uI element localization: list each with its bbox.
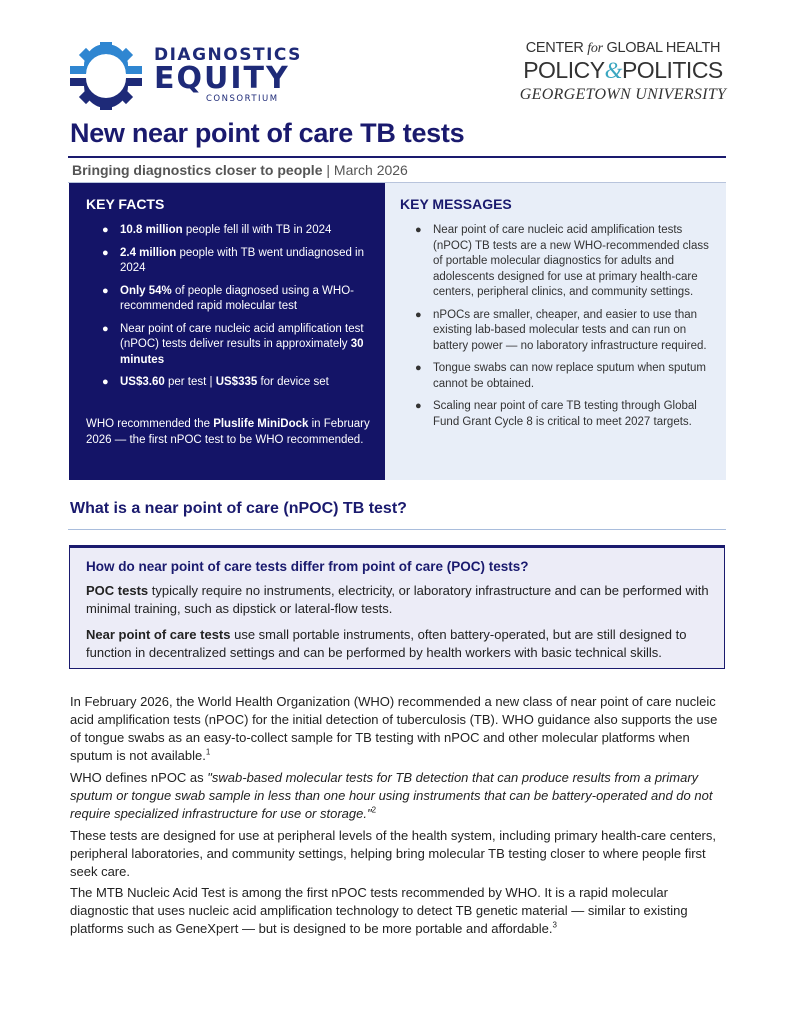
paragraph-text: The MTB Nucleic Acid Test is among the first nPOC tests recommended by WHO. It is a rapid molecular diagnostic that uses nucleic acid amplification technology to detect TB genetic material — similar to existing platforms such as GeneXpert — but is designed to be more portable and affordable. — [70, 885, 688, 936]
fact-text: of people diagnosed using a WHO-recommended rapid molecular test — [120, 284, 354, 312]
callout-term: POC tests — [86, 583, 149, 598]
bullet-icon: ● — [102, 322, 109, 335]
list-item — [102, 375, 372, 391]
footnote-ref: 2 — [371, 805, 377, 815]
logo-text: POLITICS — [621, 57, 723, 83]
title-divider — [68, 156, 726, 158]
subtitle-separator: | — [322, 162, 334, 178]
logo-text-for: for — [587, 41, 603, 56]
message-text: Near point of care nucleic acid amplification tests (nPOC) TB tests are a new WHO-recommended class of portable molecular diagnostics for adults and adolescents designed for use at primary health-care centers, peripheral clinics, and community settings. — [433, 224, 709, 298]
logo-line-equity: EQUITY — [154, 61, 290, 96]
logo-ampersand: & — [604, 58, 622, 83]
bullet-icon: ● — [102, 224, 109, 236]
fact-text: per test | — [164, 376, 216, 388]
page-title: New near point of care TB tests — [70, 118, 465, 148]
diagnostics-equity-consortium-logo — [70, 40, 310, 110]
list-item — [415, 399, 715, 430]
list-item — [102, 284, 372, 315]
body-paragraph — [70, 884, 730, 938]
body-paragraph — [70, 693, 730, 765]
bullet-icon: ● — [415, 400, 422, 412]
bullet-icon: ● — [415, 362, 422, 374]
georgetown-cghpp-logo — [518, 40, 728, 106]
fact-text: Near point of care nucleic acid amplification test (nPOC) tests deliver results in approximately — [120, 322, 364, 350]
key-messages-box — [385, 183, 726, 480]
callout-text: typically require no instruments, electricity, or laboratory infrastructure and can be performed with minimal training, such as dipstick or lateral-flow tests. — [86, 583, 709, 616]
key-facts-list — [102, 223, 372, 398]
bullet-icon: ● — [415, 224, 422, 236]
key-facts-heading: KEY FACTS — [86, 196, 165, 212]
body-paragraph — [70, 827, 730, 881]
note-text: in February 2026 — the first nPOC test to be WHO recommended. — [86, 418, 370, 446]
footnote-ref: 3 — [552, 920, 557, 930]
note-highlight: Pluslife MiniDock — [213, 418, 309, 430]
subtitle-tagline: Bringing diagnostics closer to people — [72, 162, 323, 178]
bullet-icon: ● — [102, 284, 109, 297]
logo-policy-line — [518, 57, 728, 84]
list-item — [102, 246, 372, 277]
fact-highlight: US$335 — [215, 376, 258, 388]
callout-paragraph-npoc — [86, 626, 716, 662]
body-paragraph — [70, 769, 730, 823]
message-text: Tongue swabs can now replace sputum when sputum cannot be obtained. — [433, 362, 706, 390]
comparison-callout — [69, 545, 725, 669]
list-item — [415, 308, 715, 355]
list-item — [102, 223, 372, 239]
logo-text: CENTER — [525, 40, 588, 56]
logo-line-diagnostics: DIAGNOSTICS — [154, 45, 302, 65]
bullet-icon: ● — [102, 376, 109, 388]
callout-heading: How do near point of care tests differ from point of care (POC) tests? — [86, 559, 529, 574]
subtitle-date: March 2026 — [333, 162, 408, 178]
bullet-icon: ● — [102, 246, 109, 259]
note-text: WHO recommended the — [86, 418, 214, 430]
fact-text: for device set — [257, 376, 329, 388]
logo-line-consortium: CONSORTIUM — [206, 94, 279, 104]
fact-highlight: Only 54% — [120, 284, 172, 297]
subtitle — [72, 162, 408, 178]
list-item — [102, 322, 372, 369]
fact-highlight: 2.4 million — [120, 246, 177, 259]
paragraph-text: In February 2026, the World Health Organization (WHO) recommended a new class of near point of care nucleic acid amplification tests (nPOC) for the initial detection of tuberculosis (TB). WHO guidance also supports the use of tongue swabs as an easy-to-collect sample for TB testing with nPOC and other molecular platforms when sputum is not available. — [70, 694, 718, 763]
key-messages-list — [415, 223, 715, 437]
definition-quote: "swab-based molecular tests for TB detection that can produce results from a primary sputum or tongue swab sample in less than one hour using instruments that can be battery-operated and do not require specialized infrastructure for use or storage." — [70, 770, 713, 821]
key-messages-heading: KEY MESSAGES — [400, 196, 512, 212]
paragraph-text: These tests are designed for use at peripheral levels of the health system, including primary health-care centers, peripheral laboratories, and community settings, helping bring molecular TB testing closer to where people first seek care. — [70, 828, 717, 879]
message-text: Scaling near point of care TB testing through Global Fund Grant Cycle 8 is critical to meet 2027 targets. — [433, 400, 697, 428]
fact-text: people fell ill with TB in 2024 — [182, 224, 332, 236]
list-item — [415, 361, 715, 392]
section-heading: What is a near point of care (nPOC) TB test? — [70, 500, 407, 517]
logo-university-line: GEORGETOWN UNIVERSITY — [519, 86, 727, 103]
logo-wordmark — [154, 46, 302, 104]
callout-text: use small portable instruments, often battery-operated, but are still designed to function in decentralized settings and can be performed by health workers with basic technical skills. — [86, 627, 687, 660]
callout-paragraph-poc — [86, 582, 716, 618]
section-divider — [68, 529, 726, 530]
key-facts-note — [86, 417, 376, 448]
paragraph-text: WHO defines nPOC as — [70, 770, 208, 785]
fact-highlight: 10.8 million — [120, 224, 183, 236]
callout-term: Near point of care tests — [86, 627, 231, 642]
list-item — [415, 223, 715, 301]
fact-highlight: 30 minutes — [120, 338, 364, 366]
message-text: nPOCs are smaller, cheaper, and easier to use than existing lab-based molecular tests and can run on battery power — no laboratory infrastructure required. — [433, 308, 707, 352]
logo-center-line — [518, 40, 728, 57]
footnote-ref: 1 — [205, 747, 211, 757]
gear-icon — [70, 40, 142, 112]
fact-highlight: US$3.60 — [120, 376, 165, 388]
logo-text: POLICY — [523, 57, 605, 83]
bullet-icon: ● — [415, 308, 422, 321]
logo-text: GLOBAL HEALTH — [602, 40, 721, 56]
fact-text: people with TB went undiagnosed in 2024 — [120, 246, 365, 274]
key-facts-box — [69, 183, 385, 480]
